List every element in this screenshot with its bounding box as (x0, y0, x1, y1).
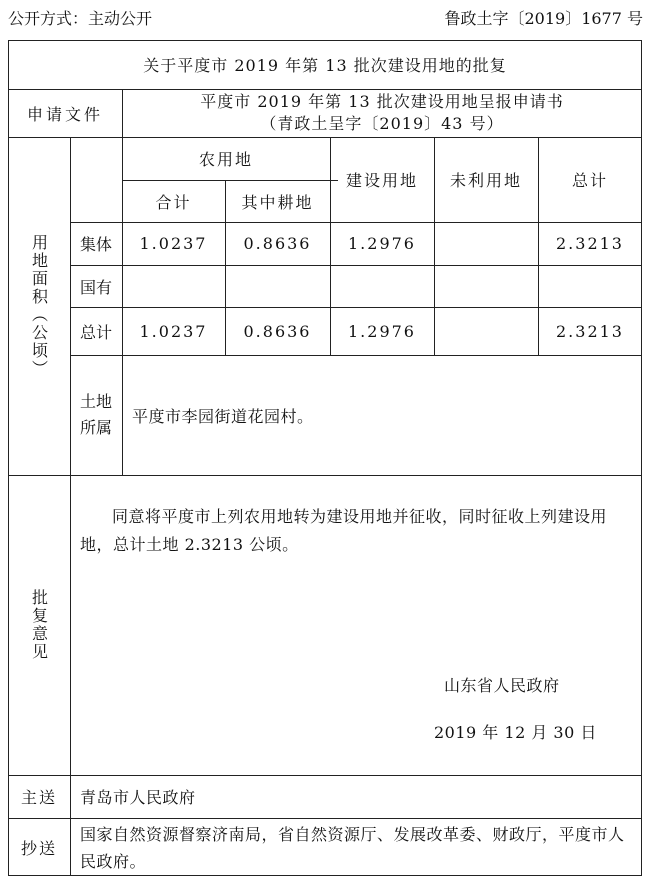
issuer: 山东省人民政府 (444, 676, 560, 695)
rule (8, 475, 642, 476)
row-label-state: 国有 (79, 277, 112, 297)
approval-label-text: 批复意见 (29, 589, 49, 661)
ownership-value: 平度市李园街道花园村。 (132, 406, 314, 426)
approval-label (8, 475, 70, 775)
header-farm-total: 合计 (155, 192, 192, 212)
header-farmland: 农用地 (198, 150, 253, 169)
cell-unused (434, 265, 538, 307)
approval-text: 同意将平度市上列农用地转为建设用地并征收，同时征收上列建设用地，总计土地 2.3213 公顷。 (80, 507, 608, 554)
header-construction: 建设用地 (345, 171, 418, 190)
main-recipient-label: 主送 (20, 788, 57, 807)
cc-value: 国家自然资源督察济南局，省自然资源厅、发展改革委、财政厅，平度市人民政府。 (80, 825, 625, 871)
cell-construction: 1.2976 (348, 234, 416, 253)
document-number: 鲁政土字〔2019〕1677 号 (444, 9, 643, 28)
row-label-total: 总计 (79, 322, 112, 342)
approval-date: 2019 年 12 月 30 日 (434, 723, 597, 742)
cell-cultivated: 0.8636 (243, 321, 312, 341)
cell-farm-total: 1.0237 (139, 321, 208, 341)
application-line-1: 平度市 2019 年第 13 批次建设用地呈报申请书 (200, 92, 564, 111)
approval-form-table (8, 40, 642, 876)
disclosure-method: 公开方式：主动公开 (8, 9, 153, 28)
rule (8, 818, 642, 819)
cell-construction (330, 265, 434, 307)
header-cultivated: 其中耕地 (241, 192, 314, 212)
application-file (122, 89, 642, 137)
application-label: 申请文件 (26, 104, 103, 124)
application-line-2: （青政土呈字〔2019〕43 号） (260, 114, 504, 133)
main-recipient-value: 青岛市人民政府 (80, 788, 196, 807)
cell-unused (434, 222, 538, 265)
document-title: 关于平度市 2019 年第 13 批次建设用地的批复 (143, 56, 507, 75)
header-unused: 未利用地 (449, 171, 522, 190)
cell-cultivated (225, 265, 330, 307)
ownership-label: 土地所属 (79, 392, 112, 437)
cell-unused (434, 307, 538, 355)
row-label-collective: 集体 (79, 235, 112, 254)
cell-total (538, 265, 642, 307)
area-section-label (8, 137, 70, 475)
header-total: 总计 (571, 171, 608, 190)
cell-farm-total (122, 265, 225, 307)
cell-cultivated: 0.8636 (243, 234, 312, 253)
cell-construction: 1.2976 (348, 321, 416, 341)
area-section-text: 用地面积（公顷） (29, 234, 49, 378)
cell-farm-total: 1.0237 (139, 234, 208, 253)
cell-total: 2.3213 (556, 234, 624, 253)
cc-label: 抄送 (20, 838, 57, 858)
cell-total: 2.3213 (556, 321, 624, 341)
